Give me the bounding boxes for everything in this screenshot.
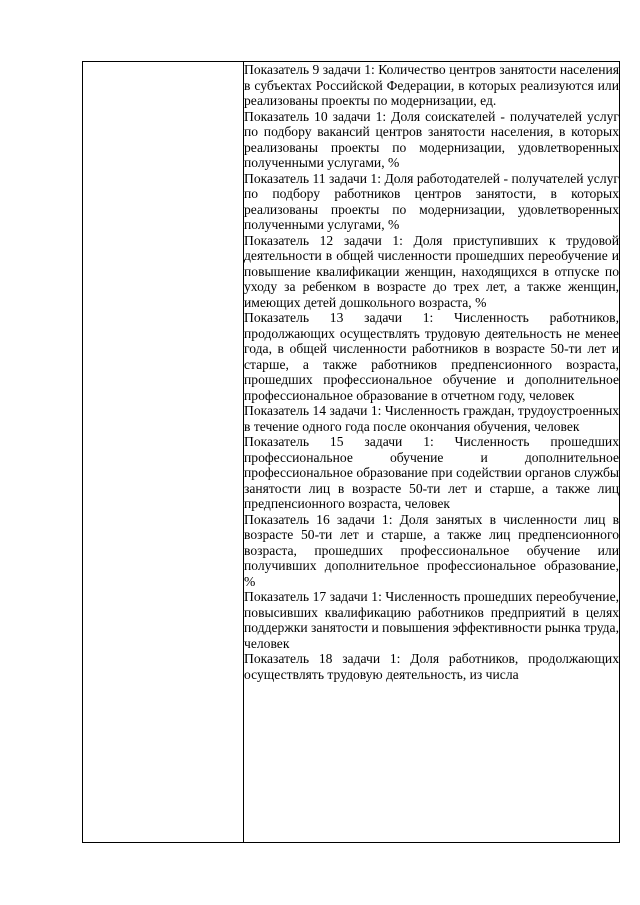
- indicators-table: [82, 61, 620, 843]
- indicator-paragraph: Показатель 14 задачи 1: Численность граждан, трудоустроенных в течение одного года после окончания обучения, человек: [244, 403, 619, 434]
- indicator-paragraph: Показатель 12 задачи 1: Доля приступивших к трудовой деятельности в общей численности прошедших переобучение и повышение квалификации женщин, находящихся в отпуске по уходу за ребенком в возрасте до трех лет, а также женщин, имеющих детей дошкольного возраста, %: [244, 232, 619, 310]
- indicator-paragraph: Показатель 9 задачи 1: Количество центров занятости населения в субъектах Российской Федерации, в которых реализуются или реализованы проекты по модернизации, ед.: [244, 62, 619, 108]
- indicators-cell: [244, 62, 620, 843]
- indicator-paragraph: Показатель 10 задачи 1: Доля соискателей - получателей услуг по подбору вакансий центров занятости населения, в которых реализованы проекты по модернизации, удовлетворенных полученными услугами, %: [244, 108, 619, 170]
- indicator-paragraph: Показатель 18 задачи 1: Доля работников, продолжающих осуществлять трудовую деятельность, из числа: [244, 651, 619, 682]
- indicator-paragraph: Показатель 16 задачи 1: Доля занятых в численности лиц в возрасте 50-ти лет и старше, а также лиц предпенсионного возраста, прошедших профессиональное обучение или получивших дополнительное профессиональное образование, %: [244, 511, 619, 589]
- table-row: [83, 62, 620, 843]
- indicator-paragraph: Показатель 17 задачи 1: Численность прошедших переобучение, повысивших квалификацию работников предприятий в целях поддержки занятости и повышения эффективности рынка труда, человек: [244, 589, 619, 651]
- indicator-paragraph: Показатель 11 задачи 1: Доля работодателей - получателей услуг по подбору работников центров занятости, в которых реализованы проекты по модернизации, удовлетворенных полученными услугами, %: [244, 170, 619, 232]
- empty-left-cell: [83, 62, 244, 843]
- indicator-paragraph: Показатель 15 задачи 1: Численность прошедших профессиональное обучение и дополнительное профессиональное образование при содействии органов службы занятости лиц в возрасте 50-ти лет и старше, а также лиц предпенсионного возраста, человек: [244, 434, 619, 511]
- indicator-paragraph: Показатель 13 задачи 1: Численность работников, продолжающих осуществлять трудовую деятельность не менее года, в общей численности работников в возрасте 50-ти лет и старше, а также работников предпенсионного возраста, прошедших профессиональное обучение и дополнительное профессиональное образование в отчетном году, человек: [244, 310, 619, 403]
